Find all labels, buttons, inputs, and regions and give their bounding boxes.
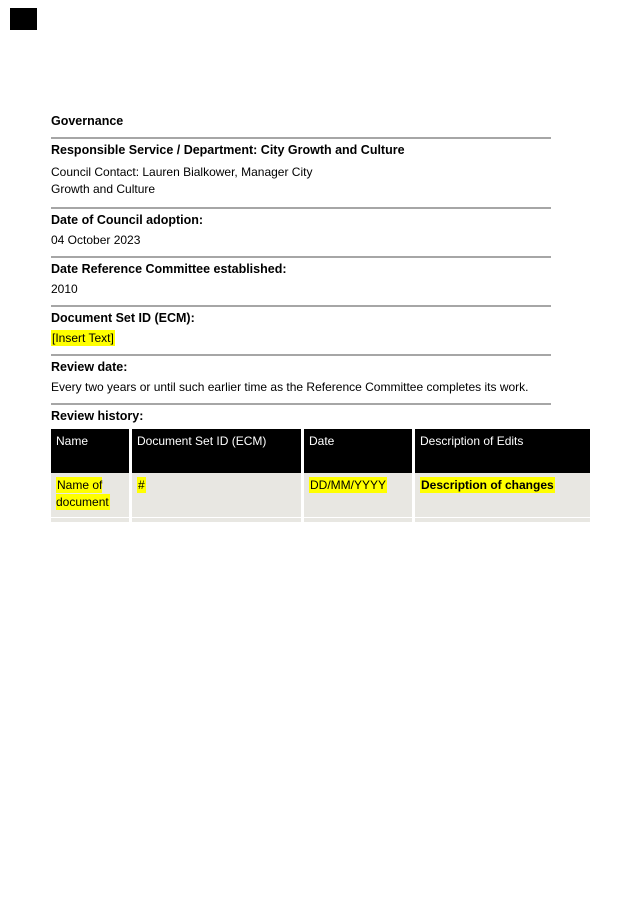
table-header-name: Name [51, 429, 129, 473]
section-divider [51, 137, 551, 139]
section-divider [51, 305, 551, 307]
logo-placeholder-box [10, 8, 37, 30]
page-title: Governance [51, 114, 124, 128]
council-adoption-date: 04 October 2023 [51, 233, 141, 247]
section-heading-review-date: Review date: [51, 360, 128, 374]
section-heading-document-set-id: Document Set ID (ECM): [51, 311, 195, 325]
table-bottom-strip-row [51, 517, 590, 522]
review-date-value: Every two years or until such earlier time as the Reference Committee completes its work. [51, 380, 529, 394]
committee-established-year: 2010 [51, 282, 78, 296]
council-contact-text [51, 164, 551, 198]
insert-text-placeholder: [Insert Text] [52, 331, 114, 345]
table-strip-cell [412, 517, 590, 522]
review-history-table [51, 429, 590, 522]
section-divider [51, 354, 551, 356]
council-contact-line2: Growth and Culture [51, 182, 156, 196]
date-placeholder: DD/MM/YYYY [310, 478, 387, 492]
council-contact-line1: Council Contact: Lauren Bialkower, Manager City [51, 165, 313, 179]
section-heading-council-adoption: Date of Council adoption: [51, 213, 204, 227]
table-strip-cell [301, 517, 412, 522]
table-header-document-set-id: Document Set ID (ECM) [129, 429, 301, 473]
table-strip-cell [51, 517, 129, 522]
section-heading-review-history: Review history: [51, 409, 144, 423]
document-set-id-value [51, 331, 551, 345]
section-heading-responsible-service: Responsible Service / Department: City Growth and Culture [51, 143, 405, 157]
section-divider [51, 256, 551, 258]
table-header-description-of-edits: Description of Edits [412, 429, 590, 473]
description-of-changes-placeholder: Description of changes [421, 478, 554, 492]
section-divider [51, 403, 551, 405]
table-cell-date [301, 473, 412, 517]
section-heading-committee-established: Date Reference Committee established: [51, 262, 287, 276]
table-header-row [51, 429, 590, 473]
table-header-date: Date [301, 429, 412, 473]
table-cell-name [51, 473, 129, 517]
document-content [51, 114, 590, 522]
table-row [51, 473, 590, 517]
name-of-document-placeholder: Name of document [56, 478, 109, 509]
table-cell-description [412, 473, 590, 517]
ecm-id-placeholder: # [138, 478, 145, 492]
table-cell-document-set-id [129, 473, 301, 517]
table-strip-cell [129, 517, 301, 522]
section-divider [51, 207, 551, 209]
